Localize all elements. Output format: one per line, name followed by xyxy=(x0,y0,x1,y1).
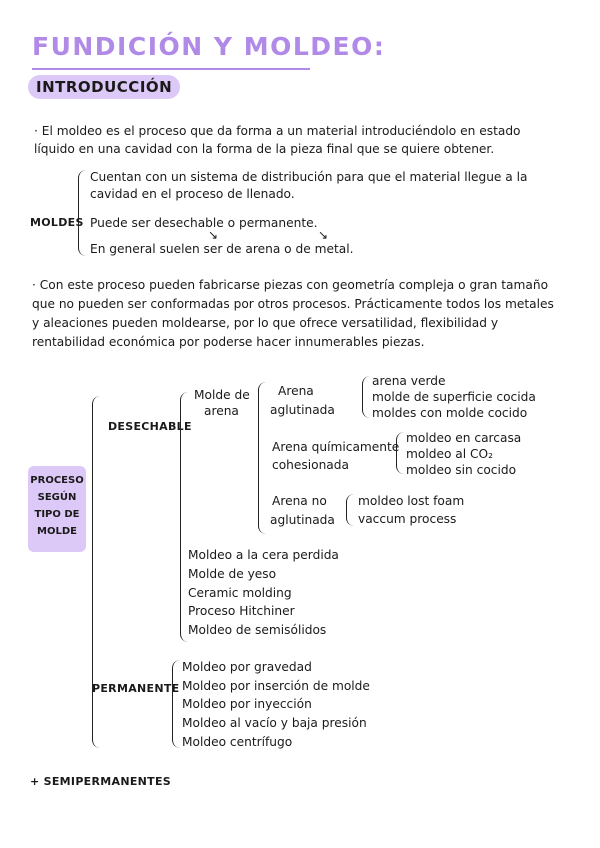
desechable-item-3: Ceramic molding xyxy=(188,586,292,600)
molde-arena-brace xyxy=(258,382,267,534)
arena-quimica-item-2: moldeo al CO₂ xyxy=(406,447,493,461)
arena-no-line-1: Arena no xyxy=(272,494,327,508)
permanente-brace xyxy=(172,660,181,748)
root-line-4: MOLDE xyxy=(37,526,77,537)
arena-no-line-2: aglutinada xyxy=(270,513,335,527)
permanente-item-5: Moldeo centrífugo xyxy=(182,735,293,749)
arena-quimica-brace xyxy=(396,432,404,474)
permanente-item-4: Moldeo al vacío y baja presión xyxy=(182,716,367,730)
moldes-bullet-1-line-1: Cuentan con un sistema de distribución para que el material llegue a la xyxy=(90,170,528,184)
arena-quimica-item-1: moldeo en carcasa xyxy=(406,431,522,445)
desechable-item-5: Moldeo de semisólidos xyxy=(188,623,327,637)
molde-arena-line-2: arena xyxy=(204,404,239,418)
moldes-bullet-1-line-2: cavidad en el proceso de llenado. xyxy=(90,187,295,201)
moldes-brace xyxy=(78,170,87,256)
section-heading-text: INTRODUCCIÓN xyxy=(28,75,180,99)
root-line-1: PROCESO xyxy=(30,475,84,486)
semipermanentes-label: + SEMIPERMANENTES xyxy=(30,775,171,788)
arena-no-brace xyxy=(346,494,354,526)
main-brace xyxy=(92,396,103,748)
permanente-item-3: Moldeo por inyección xyxy=(182,697,312,711)
para2-line-2: que no pueden ser conformadas por otros procesos. Prácticamente todos los metales xyxy=(32,297,554,311)
permanente-label: PERMANENTE xyxy=(92,682,180,695)
page-title: FUNDICIÓN Y MOLDEO: xyxy=(32,32,386,61)
para2-line-3: y aleaciones pueden moldearse, por lo que ofrece versatilidad, flexibilidad y xyxy=(32,316,499,330)
process-root-box xyxy=(28,466,86,552)
section-heading xyxy=(28,78,180,96)
arena-no-item-2: vaccum process xyxy=(358,512,457,526)
permanente-item-1: Moldeo por gravedad xyxy=(182,660,312,674)
desechable-item-4: Proceso Hitchiner xyxy=(188,604,295,618)
root-line-3: TIPO DE xyxy=(34,509,80,520)
arena-aglutinada-item-1: arena verde xyxy=(372,374,446,388)
para2-line-4: rentabilidad económica por poderse hacer innumerables piezas. xyxy=(32,335,425,349)
arrow-desechable-icon: ↘ xyxy=(208,228,219,242)
arena-no-item-1: moldeo lost foam xyxy=(358,494,465,508)
arena-quimica-line-2: cohesionada xyxy=(272,458,349,472)
moldes-bullet-2: Puede ser desechable o permanente. xyxy=(90,216,318,230)
para2-line-1: · Con este proceso pueden fabricarse piezas con geometría compleja o gran tamaño xyxy=(32,278,549,292)
desechable-item-2: Molde de yeso xyxy=(188,567,277,581)
arena-aglutinada-brace xyxy=(362,376,370,418)
arena-aglutinada-line-2: aglutinada xyxy=(270,403,335,417)
root-line-2: SEGÚN xyxy=(37,492,77,503)
arena-aglutinada-line-1: Arena xyxy=(278,384,314,398)
arena-quimica-line-1: Arena químicamente xyxy=(272,440,400,454)
desechable-item-1: Moldeo a la cera perdida xyxy=(188,548,339,562)
moldes-bullet-3: En general suelen ser de arena o de metal. xyxy=(90,242,354,256)
arena-aglutinada-item-3: moldes con molde cocido xyxy=(372,406,528,420)
intro-line-1: · El moldeo es el proceso que da forma a un material introduciéndolo en estado xyxy=(34,124,521,138)
molde-arena-line-1: Molde de xyxy=(194,388,250,402)
intro-line-2: líquido en una cavidad con la forma de la pieza final que se quiere obtener. xyxy=(34,142,495,156)
moldes-label: MOLDES xyxy=(30,216,84,229)
permanente-item-2: Moldeo por inserción de molde xyxy=(182,679,370,693)
desechable-label: DESECHABLE xyxy=(108,420,192,433)
arrow-permanente-icon: ↘ xyxy=(318,228,329,242)
arena-quimica-item-3: moldeo sin cocido xyxy=(406,463,517,477)
arena-aglutinada-item-2: molde de superficie cocida xyxy=(372,390,536,404)
title-underline xyxy=(32,68,310,70)
